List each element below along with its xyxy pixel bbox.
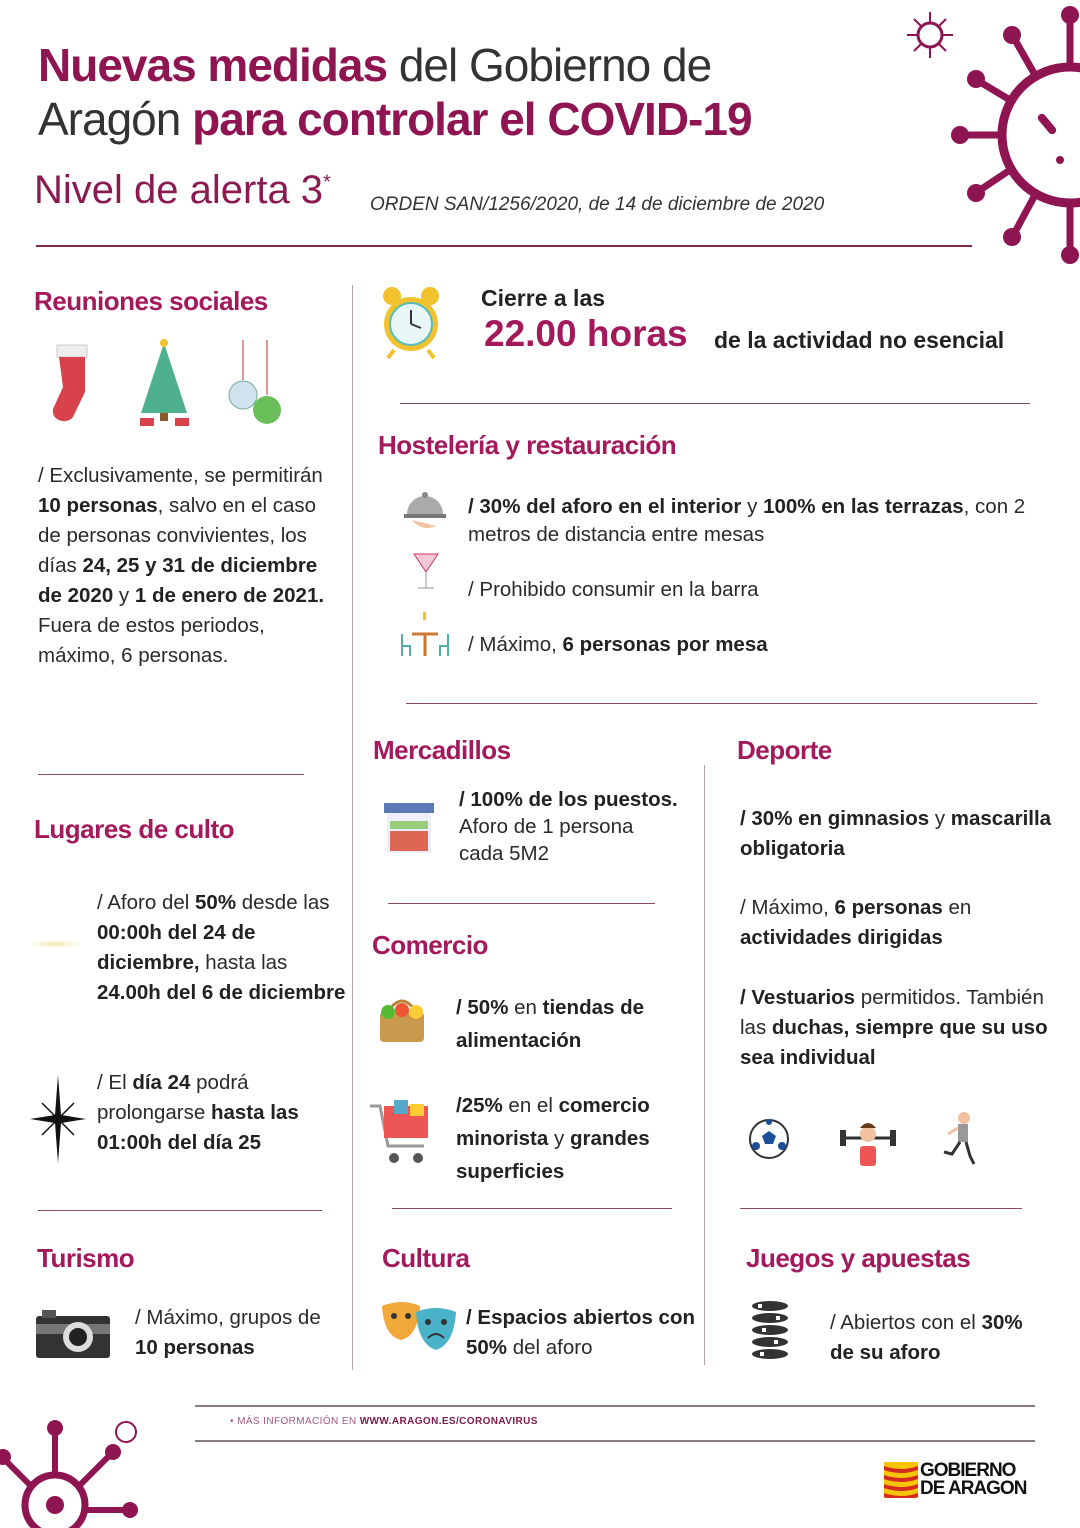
text-segment: 6 personas	[834, 896, 943, 919]
culto-text-2	[97, 1068, 337, 1158]
text-segment: / Exclusivamente, se permitirán	[38, 464, 323, 487]
text-segment: / Abiertos con el	[830, 1311, 982, 1334]
text-segment: comercio minorista	[456, 1094, 650, 1150]
deporte-item-2	[740, 893, 1060, 953]
text-segment: en el	[502, 1094, 559, 1117]
gobierno-aragon-logo	[884, 1462, 1026, 1498]
text-segment: y	[548, 1127, 570, 1150]
text-segment: mascarilla obligatoria	[740, 807, 1052, 860]
text-segment: hasta las 01:00h del día 25	[97, 1101, 299, 1154]
order-reference: ORDEN SAN/1256/2020, de 14 de diciembre de 2020	[370, 194, 825, 215]
more-info: • MÁS INFORMACIÓN EN WWW.ARAGON.ES/CORONAVIRUS	[230, 1416, 538, 1427]
text-segment: Nuevas medidas	[38, 39, 388, 91]
hosteleria-item-3	[468, 630, 768, 660]
text-segment: / Máximo,	[468, 633, 563, 656]
text-segment: / El	[97, 1071, 133, 1094]
column-divider	[704, 765, 705, 1365]
text-segment: 10 personas	[135, 1336, 255, 1359]
divider	[195, 1440, 1035, 1442]
camera-icon	[36, 1310, 110, 1358]
grocery-basket-icon	[376, 992, 428, 1046]
text-segment: / 100% de los puestos.	[459, 788, 678, 811]
cultura-heading: Cultura	[382, 1243, 470, 1273]
weightlifter-icon	[838, 1118, 898, 1168]
theater-masks-icon	[380, 1298, 458, 1354]
text-segment: / Espacios abiertos con 50%	[466, 1306, 695, 1359]
text-segment: /25%	[456, 1094, 503, 1117]
text-segment: Aragón	[38, 93, 193, 145]
text-segment: 30% de su aforo	[830, 1311, 1023, 1364]
column-divider	[352, 285, 353, 1370]
divider	[195, 1405, 1035, 1407]
text-segment: / 30% en gimnasios	[740, 807, 930, 830]
christmas-stocking-icon	[45, 340, 100, 425]
cierre-label: Cierre a las	[481, 285, 606, 311]
text-segment: hasta las	[199, 951, 288, 974]
virus-icon	[0, 1410, 160, 1528]
text-segment: 6 personas por mesa	[562, 633, 768, 656]
text-segment: 1 de enero de 2021.	[134, 584, 325, 607]
hosteleria-item-2	[468, 575, 759, 605]
market-stall-icon	[384, 803, 434, 855]
star-icon	[30, 1075, 86, 1163]
title-line-2	[38, 92, 752, 146]
divider	[392, 1208, 672, 1209]
divider	[38, 1210, 322, 1211]
comercio-item-2	[456, 1089, 696, 1188]
text-segment: del aforo	[507, 1336, 593, 1359]
reuniones-text	[38, 461, 328, 671]
table-chairs-icon	[400, 612, 450, 658]
text-segment: en	[508, 996, 543, 1019]
divider	[406, 703, 1037, 704]
alarm-clock-icon	[380, 284, 442, 360]
runner-icon	[940, 1110, 980, 1168]
more-info-link[interactable]: WWW.ARAGON.ES/CORONAVIRUS	[359, 1416, 538, 1427]
cultura-text	[466, 1303, 696, 1363]
christmas-tree-icon	[135, 338, 193, 428]
text-segment: 10 personas	[38, 494, 158, 517]
sparkle-icon	[28, 940, 83, 948]
reuniones-heading: Reuniones sociales	[34, 286, 268, 316]
divider	[740, 1208, 1022, 1209]
aragon-flag-icon	[884, 1462, 918, 1498]
alert-asterisk: *	[323, 171, 331, 194]
text-segment: / 50%	[456, 996, 509, 1019]
comercio-item-1	[456, 991, 696, 1057]
text-segment: en	[942, 896, 972, 919]
text-segment: y	[929, 807, 951, 830]
text-segment: 100% en las terrazas	[763, 495, 964, 518]
juegos-text	[830, 1308, 1030, 1368]
text-segment: , con 2 metros de distancia entre mesas	[468, 495, 1026, 546]
text-segment: día 24	[132, 1071, 191, 1094]
text-segment: tiendas de alimentación	[456, 996, 645, 1052]
alert-level	[34, 168, 331, 213]
text-segment: 24.00h del 6 de diciembre	[97, 981, 346, 1004]
title-line-1	[38, 38, 711, 92]
text-segment: / Vestuarios	[740, 986, 856, 1009]
mercadillos-heading: Mercadillos	[373, 735, 511, 765]
cloche-icon	[404, 490, 446, 534]
more-info-label: MÁS INFORMACIÓN EN	[237, 1416, 360, 1427]
soccer-ball-icon	[748, 1118, 790, 1160]
text-segment: y	[113, 584, 135, 607]
text-segment: / Máximo,	[740, 896, 835, 919]
deporte-item-3	[740, 983, 1060, 1073]
juegos-heading: Juegos y apuestas	[746, 1243, 971, 1273]
text-segment: 00:00h del 24 de diciembre,	[97, 921, 256, 974]
text-segment: para controlar el COVID-19	[192, 93, 752, 145]
deporte-item-1	[740, 804, 1060, 864]
text-segment: 24, 25 y 31 de diciembre de 2020	[38, 554, 318, 607]
small-virus-icon	[905, 10, 955, 60]
text-segment: actividades dirigidas	[740, 926, 943, 949]
text-segment: / Máximo, grupos de	[135, 1306, 321, 1329]
text-segment: , salvo en el caso de personas convivientes, los días	[38, 494, 317, 577]
cocktail-icon	[412, 550, 440, 592]
logo-line-2: DE ARAGON	[920, 1478, 1027, 1499]
text-segment: Aforo de 1 persona cada 5M2	[459, 815, 634, 865]
logo-line-1: GOBIERNO	[920, 1460, 1016, 1481]
virus-icon	[940, 0, 1080, 270]
alert-level-text: Nivel de alerta 3	[34, 168, 324, 212]
divider	[388, 903, 655, 904]
hosteleria-item-1	[468, 493, 1028, 549]
divider	[36, 245, 972, 247]
shopping-cart-icon	[368, 1100, 432, 1166]
text-segment: grandes superficies	[456, 1127, 650, 1183]
mercadillos-text	[459, 786, 679, 867]
cierre-time: 22.00 horas	[484, 313, 688, 354]
text-segment: del Gobierno de	[387, 39, 712, 91]
text-segment: / Aforo del	[97, 891, 196, 914]
casino-chips-icon	[748, 1300, 792, 1360]
text-segment: 50%	[195, 891, 237, 914]
divider	[400, 403, 1030, 404]
divider	[38, 774, 304, 775]
christmas-ornaments-icon	[225, 340, 285, 428]
culto-heading: Lugares de culto	[34, 814, 235, 844]
text-segment: / Prohibido consumir en la barra	[468, 578, 759, 601]
text-segment: y	[741, 495, 764, 518]
text-segment: / 30% del aforo en el interior	[468, 495, 742, 518]
cierre-description: de la actividad no esencial	[714, 327, 1005, 353]
text-segment: duchas, siempre que su uso sea individual	[740, 1016, 1048, 1069]
culto-text-1	[97, 888, 347, 1008]
text-segment: permitidos. También las	[740, 986, 1044, 1039]
turismo-text	[135, 1303, 335, 1363]
text-segment: podrá prolongarse	[97, 1071, 249, 1124]
turismo-heading: Turismo	[37, 1243, 135, 1273]
text-segment: desde las	[236, 891, 330, 914]
hosteleria-heading: Hostelería y restauración	[378, 430, 677, 460]
comercio-heading: Comercio	[372, 930, 488, 960]
text-segment: Fuera de estos periodos, máximo, 6 personas.	[38, 614, 265, 667]
deporte-heading: Deporte	[737, 735, 832, 765]
